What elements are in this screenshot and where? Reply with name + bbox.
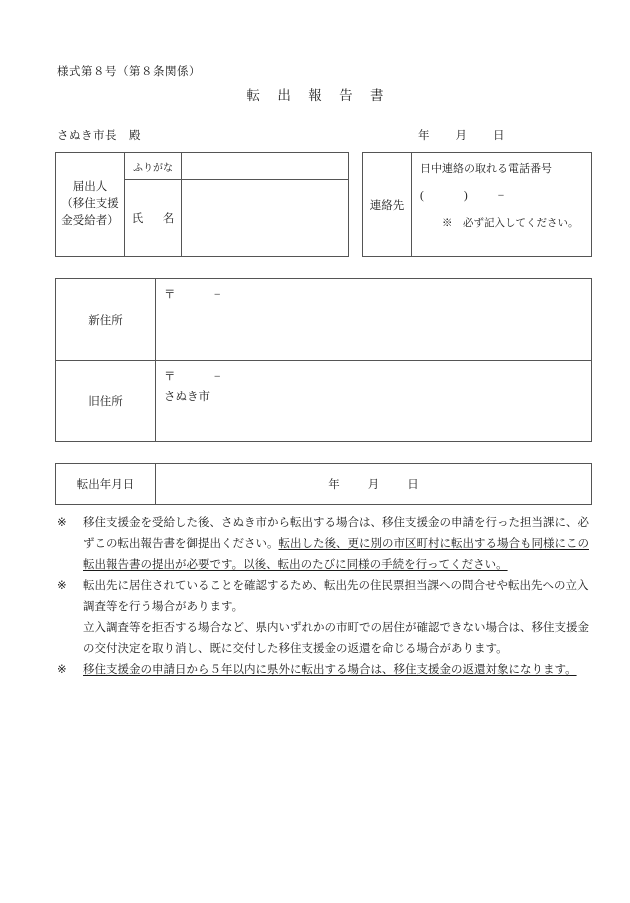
applicant-label-line3: 金受給者） — [61, 214, 119, 227]
notes-section — [57, 513, 597, 681]
name-value-cell[interactable] — [182, 180, 349, 256]
submission-date-line — [418, 127, 505, 143]
contact-label-cell — [363, 153, 412, 256]
form-number: 様式第８号（第８条関係） — [57, 66, 201, 78]
phone-dash: − — [497, 190, 505, 202]
phone-number-field[interactable] — [420, 190, 591, 202]
note-2-paragraph-1: 転出先に居住されていることを確認するため、転出先の住民票担当課への問合せや転出先への立入調査等を行う場合があります。 — [83, 580, 589, 613]
move-date-label: 転出年月日 — [76, 479, 135, 491]
note-2-paragraph-2: 立入調査等を拒否する場合など、県内いずれかの市町での居住が確認できない場合は、移住支援金の交付決定を取り消し、既に交付した移住支援金の返還を命じる場合があります。 — [83, 622, 589, 655]
note-3-underlined: 移住支援金の申請日から５年以内に県外に転出する場合は、移住支援金の返還対象になります。 — [83, 664, 577, 676]
name-label: 氏 名 — [131, 213, 179, 225]
contact-label: 連絡先 — [369, 199, 405, 212]
contact-required-note: ※ 必ず記入してください。 — [442, 218, 579, 229]
move-date-value-cell[interactable] — [156, 464, 591, 504]
phone-close-paren: ) — [463, 190, 468, 202]
date-day-label: 日 — [493, 130, 505, 142]
new-address-label-cell — [56, 279, 156, 361]
note-item-2 — [57, 576, 597, 618]
document-title: 転 出 報 告 書 — [246, 88, 391, 103]
move-date-day-label: 日 — [407, 479, 419, 491]
note-marker-3: ※ — [57, 664, 67, 676]
applicant-table — [55, 152, 349, 257]
furigana-label: ふりがな — [133, 162, 173, 174]
note-marker-1: ※ — [57, 517, 67, 529]
addressee-line: さぬき市長 殿 — [57, 130, 141, 142]
new-address-postal: 〒 − — [164, 289, 222, 301]
phone-header-label: 日中連絡の取れる電話番号 — [420, 163, 552, 175]
new-address-label: 新住所 — [88, 314, 123, 327]
contact-table — [362, 152, 592, 257]
old-address-label-cell — [56, 361, 156, 441]
move-date-year-label: 年 — [328, 479, 340, 491]
note-1-plain: 移住支援金を受給した後、さぬき市から転出する場合は、移住支援金の申請を行った担当課に、必ずこの転出報告書を御提出ください。 — [83, 517, 589, 550]
applicant-label-line1: 届出人 — [72, 181, 108, 194]
move-date-table — [55, 463, 592, 505]
note-marker-2: ※ — [57, 580, 67, 592]
phone-open-paren: ( — [420, 190, 424, 202]
furigana-value-cell[interactable] — [182, 153, 349, 180]
date-year-label: 年 — [418, 130, 430, 142]
applicant-label-line2: （移住支援 — [61, 198, 119, 211]
note-1-underlined: 転出した後、更に別の市区町村に転出する場合も同様にこの転出報告書の提出が必要です。以後、転出のたびに同様の手続を行ってください。 — [83, 538, 589, 571]
new-address-value-cell[interactable] — [156, 279, 591, 361]
note-item-1 — [57, 513, 597, 576]
address-table — [55, 278, 592, 442]
move-date-month-label: 月 — [367, 479, 380, 491]
furigana-label-cell — [125, 153, 182, 180]
note-item-3 — [57, 660, 597, 681]
date-month-label: 月 — [455, 130, 467, 142]
name-label-cell — [125, 180, 182, 256]
old-address-value-cell[interactable] — [156, 361, 591, 441]
old-address-label: 旧住所 — [88, 396, 123, 408]
old-address-postal: 〒 − — [164, 371, 222, 383]
old-address-value: さぬき市 — [164, 391, 210, 403]
contact-value-cell[interactable] — [412, 153, 591, 256]
move-date-label-cell — [56, 464, 156, 504]
note-2-paragraph-2-wrapper — [57, 618, 597, 660]
applicant-label-cell — [56, 153, 125, 256]
